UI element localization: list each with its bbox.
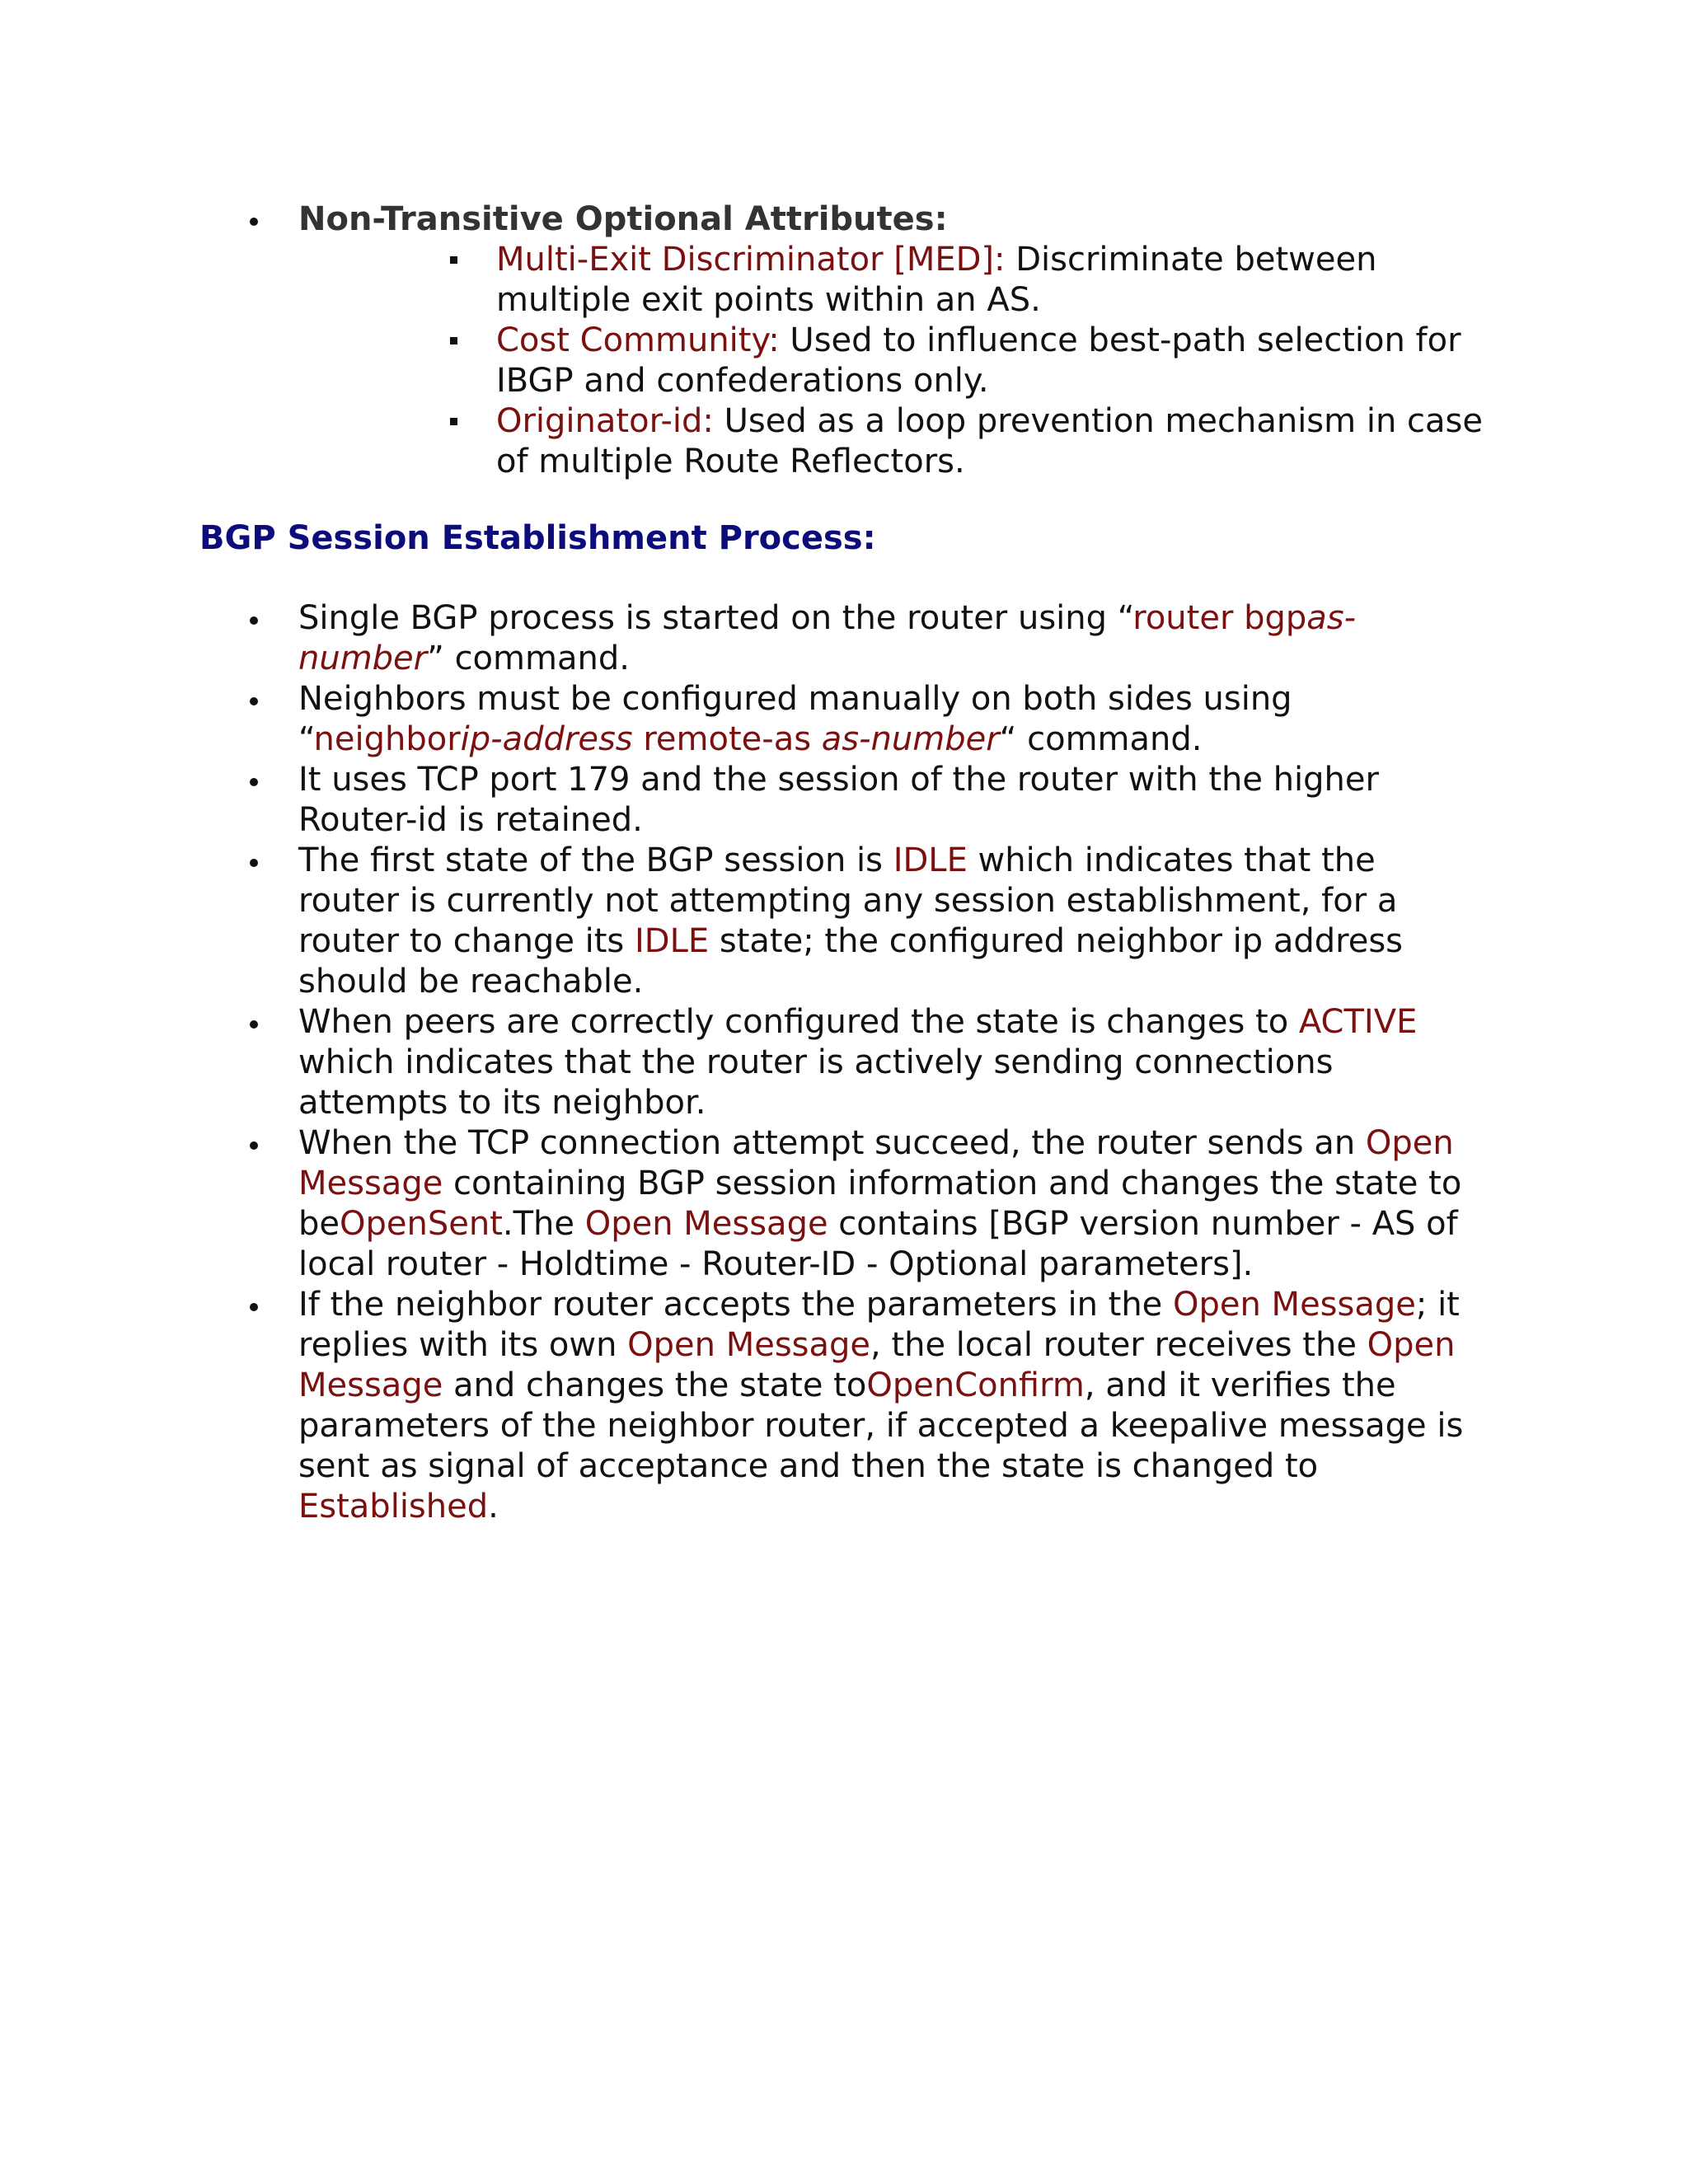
text-run: , the local router receives the [870, 1326, 1367, 1364]
bullet-dot [250, 218, 258, 226]
text-run: , and it verifies the parameters of the neighbor router, if accepted a keepalive message is sent as signal of acceptance and then the state is changed to [298, 1366, 1464, 1485]
state-term: Established [298, 1488, 489, 1526]
process-item-7 [0, 1285, 1688, 1527]
attribute-term: Originator-id: [496, 402, 714, 440]
text-run: ; it replies with its own [298, 1286, 1460, 1364]
message-term: Open Message [298, 1326, 1456, 1404]
square-bullet [450, 418, 457, 425]
text-run: The first state of the BGP session is [298, 841, 893, 879]
message-term: Open Message [627, 1326, 871, 1364]
text-run: and changes the state to [443, 1366, 867, 1404]
attribute-item-cost-community [0, 321, 1688, 401]
process-item-3 [0, 760, 1688, 841]
square-bullet [450, 337, 457, 344]
command-argument: ip-address [460, 720, 633, 758]
process-text: It uses TCP port 179 and the session of the router with the higher Router-id is retained. [298, 761, 1379, 839]
square-bullet [450, 256, 457, 264]
process-list [0, 598, 1688, 1527]
process-text [298, 841, 1485, 1002]
bullet-dot [250, 778, 258, 786]
attribute-desc: Discriminate between multiple exit points within an AS. [496, 241, 1377, 319]
text-run: which indicates that the router is currently not attempting any session establishment, for a router to change its [298, 841, 1398, 960]
bullet-dot [250, 1303, 258, 1311]
state-term: IDLE [893, 841, 968, 879]
process-text [298, 679, 1485, 760]
text-run: “ command. [999, 720, 1203, 758]
attribute-item-originator-id [0, 401, 1688, 482]
attribute-desc: Used to influence best-path selection for IBGP and confederations only. [496, 321, 1461, 400]
message-term: Open Message [1173, 1286, 1416, 1324]
state-term: OpenConfirm [866, 1366, 1085, 1404]
command-argument: as-number [298, 599, 1357, 677]
state-term: OpenSent [340, 1205, 503, 1243]
attribute-desc: Used as a loop prevention mechanism in case of multiple Route Reflectors. [496, 402, 1483, 480]
text-run: When the TCP connection attempt succeed, the router sends an [298, 1124, 1366, 1162]
command-term: remote-as [632, 720, 822, 758]
process-item-2 [0, 679, 1688, 760]
attributes-list [0, 240, 1688, 482]
text-run: . [488, 1488, 499, 1526]
attribute-text [496, 240, 1493, 321]
optional-attributes-section [0, 199, 1688, 480]
process-item-4 [0, 841, 1688, 1002]
attributes-title-row [0, 199, 1688, 240]
text-run: Neighbors must be configured manually on both sides using “ [298, 680, 1292, 758]
attribute-text [496, 321, 1493, 401]
text-run: If the neighbor router accepts the parameters in the [298, 1286, 1173, 1324]
command-argument: as-number [821, 720, 1000, 758]
bullet-dot [250, 1141, 258, 1150]
command-term: router bgp [1132, 599, 1307, 637]
bullet-dot [250, 1020, 258, 1029]
attribute-text [496, 401, 1493, 482]
section-heading: BGP Session Establishment Process: [199, 519, 876, 557]
bullet-dot [250, 616, 258, 625]
bullet-dot [250, 697, 258, 705]
message-term: Open Message [298, 1124, 1454, 1202]
text-run: When peers are correctly configured the state is changes to [298, 1003, 1299, 1041]
text-run: contains [BGP version number - AS of local router - Holdtime - Router-ID - Optional parameters]. [298, 1205, 1458, 1283]
attribute-item-med [0, 240, 1688, 321]
attribute-term: Cost Community: [496, 321, 780, 359]
state-term: ACTIVE [1298, 1003, 1418, 1041]
process-text [298, 1002, 1485, 1123]
bullet-dot [250, 859, 258, 867]
process-item-6 [0, 1123, 1688, 1285]
text-run: ” command. [427, 640, 630, 677]
process-text [298, 1285, 1485, 1527]
state-term: IDLE [635, 922, 710, 960]
process-text [298, 1123, 1485, 1285]
text-run: which indicates that the router is actively sending connections attempts to its neighbor. [298, 1043, 1334, 1122]
process-item-1 [0, 598, 1688, 679]
text-run: state; the configured neighbor ip address should be reachable. [298, 922, 1403, 1001]
process-item-5 [0, 1002, 1688, 1123]
text-run: .The [502, 1205, 585, 1243]
text-run: containing BGP session information and changes the state to be [298, 1165, 1462, 1243]
command-term: neighbor [313, 720, 461, 758]
attributes-title: Non-Transitive Optional Attributes: [298, 200, 948, 238]
attribute-term: Multi-Exit Discriminator [MED]: [496, 241, 1006, 279]
text-run: Single BGP process is started on the router using “ [298, 599, 1133, 637]
process-text [298, 598, 1485, 679]
message-term: Open Message [584, 1205, 828, 1243]
